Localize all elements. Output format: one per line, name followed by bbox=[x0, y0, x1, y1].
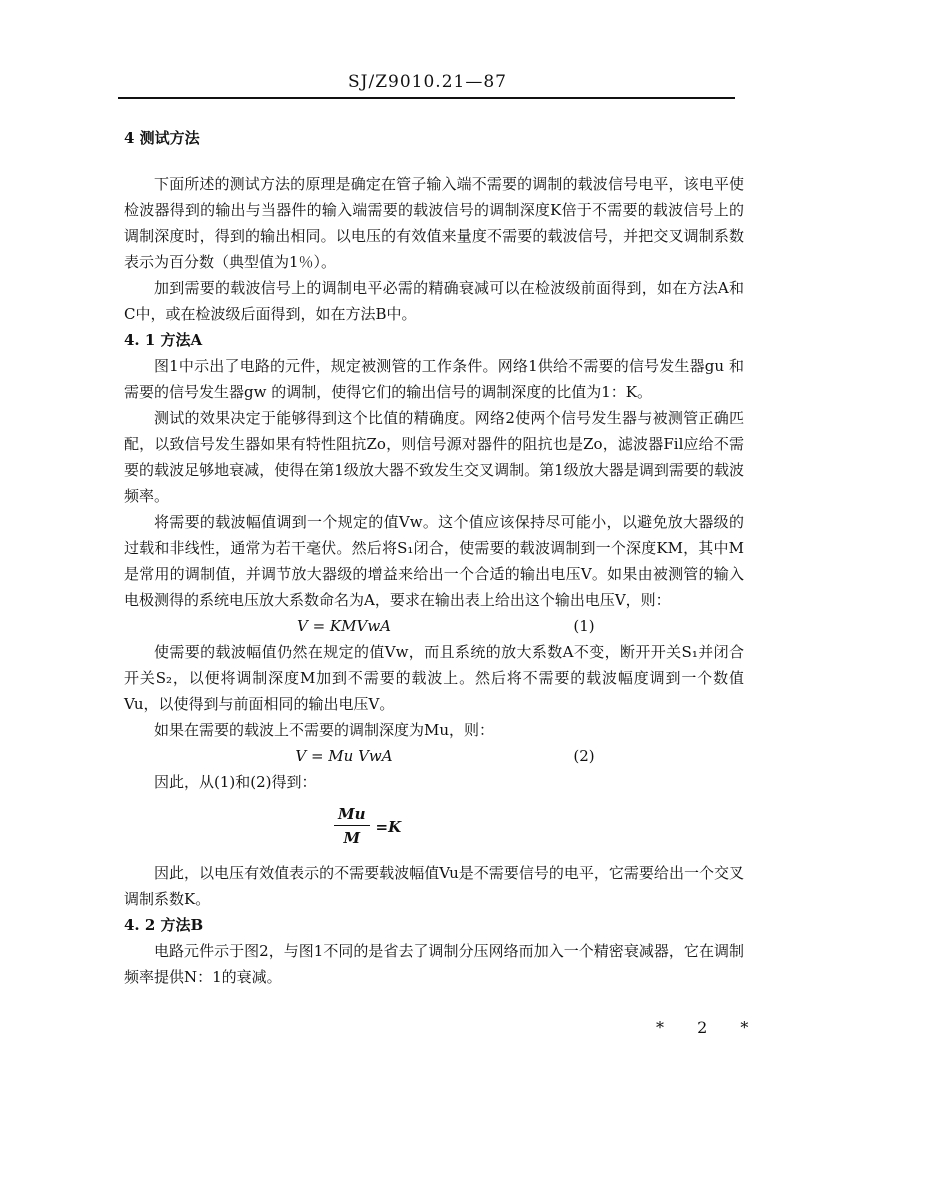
fraction-equation bbox=[334, 803, 401, 850]
paragraph-attenuation: 加到需要的载波信号上的调制电平必需的精确衰减可以在检波级前面得到，如在方法A和C中，或在检波级后面得到，如在方法B中。 bbox=[124, 279, 744, 323]
equation-2-expression: V = Mu VwA bbox=[295, 747, 393, 765]
document-code: SJ/Z9010.21—87 bbox=[348, 72, 507, 92]
page-number: * 2 * bbox=[656, 1018, 763, 1037]
paragraph-conclusion: 因此，以电压有效值表示的不需要载波幅值Vu是不需要信号的电平，它需要给出一个交叉调制系数K。 bbox=[124, 864, 744, 908]
paragraph-figure1: 图1中示出了电路的元件，规定被测管的工作条件。网络1供给不需要的信号发生器gu 和需要的信号发生器gw 的调制，使得它们的输出信号的调制深度的比值为1：K。 bbox=[124, 357, 744, 401]
paragraph-switch: 使需要的载波幅值仍然在规定的值Vw，而且系统的放大系数A不变，断开开关S₁并闭合开关S₂，以便将调制深度M加到不需要的载波上。然后将不需要的载波幅度调到一个数值Vu，以使得到与前面相同的输出电压V。 bbox=[124, 643, 744, 713]
equation-1-number: (1) bbox=[573, 617, 595, 635]
section-4-1-heading: 4. 1 方法A bbox=[124, 331, 203, 349]
equation-1-expression: V = KMVwA bbox=[296, 617, 391, 635]
fraction-rhs: =K bbox=[375, 817, 402, 836]
header-rule bbox=[118, 97, 735, 99]
equation-2-number: (2) bbox=[573, 747, 595, 765]
fraction-numerator: Mu bbox=[334, 803, 370, 826]
paragraph-adjust-amplitude: 将需要的载波幅值调到一个规定的值Vw。这个值应该保持尽可能小，以避免放大器级的过载和非线性，通常为若干毫伏。然后将S₁闭合，使需要的载波调制到一个深度KM，其中M是常用的调制值，并调节放大器级的增益来给出一个合适的输出电压V。如果由被测管的输入电极测得的系统电压放大系数命名为A，要求在输出表上给出这个输出电压V，则： bbox=[124, 513, 744, 609]
paragraph-accuracy: 测试的效果决定于能够得到这个比值的精确度。网络2使两个信号发生器与被测管正确匹配，以致信号发生器如果有特性阻抗Zo，则信号源对器件的阻抗也是Zo，滤波器Fil应给不需要的载波足够地衰减，使得在第1级放大器不致发生交叉调制。第1级放大器是调到需要的载波频率。 bbox=[124, 409, 744, 505]
fraction-denominator: M bbox=[343, 829, 361, 847]
paragraph-mu: 如果在需要的载波上不需要的调制深度为Mu，则： bbox=[154, 721, 495, 739]
section-4-2-heading: 4. 2 方法B bbox=[124, 916, 204, 934]
section-4-heading: 4 测试方法 bbox=[124, 129, 200, 147]
paragraph-method-b: 电路元件示于图2，与图1不同的是省去了调制分压网络而加入一个精密衰减器，它在调制频率提供N：1的衰减。 bbox=[124, 942, 744, 986]
paragraph-therefore: 因此，从(1)和(2)得到： bbox=[154, 773, 317, 791]
fraction bbox=[334, 803, 370, 850]
equation-2 bbox=[124, 743, 744, 769]
page-body bbox=[124, 125, 744, 990]
paragraph-principle: 下面所述的测试方法的原理是确定在管子输入端不需要的调制的载波信号电平，该电平使检波器得到的输出与当器件的输入端需要的载波信号的调制深度K倍于不需要的载波信号上的调制深度时，得到的输出相同。以电压的有效值来量度不需要的载波信号，并把交叉调制系数表示为百分数（典型值为1％）。 bbox=[124, 175, 744, 271]
equation-1 bbox=[124, 613, 744, 639]
